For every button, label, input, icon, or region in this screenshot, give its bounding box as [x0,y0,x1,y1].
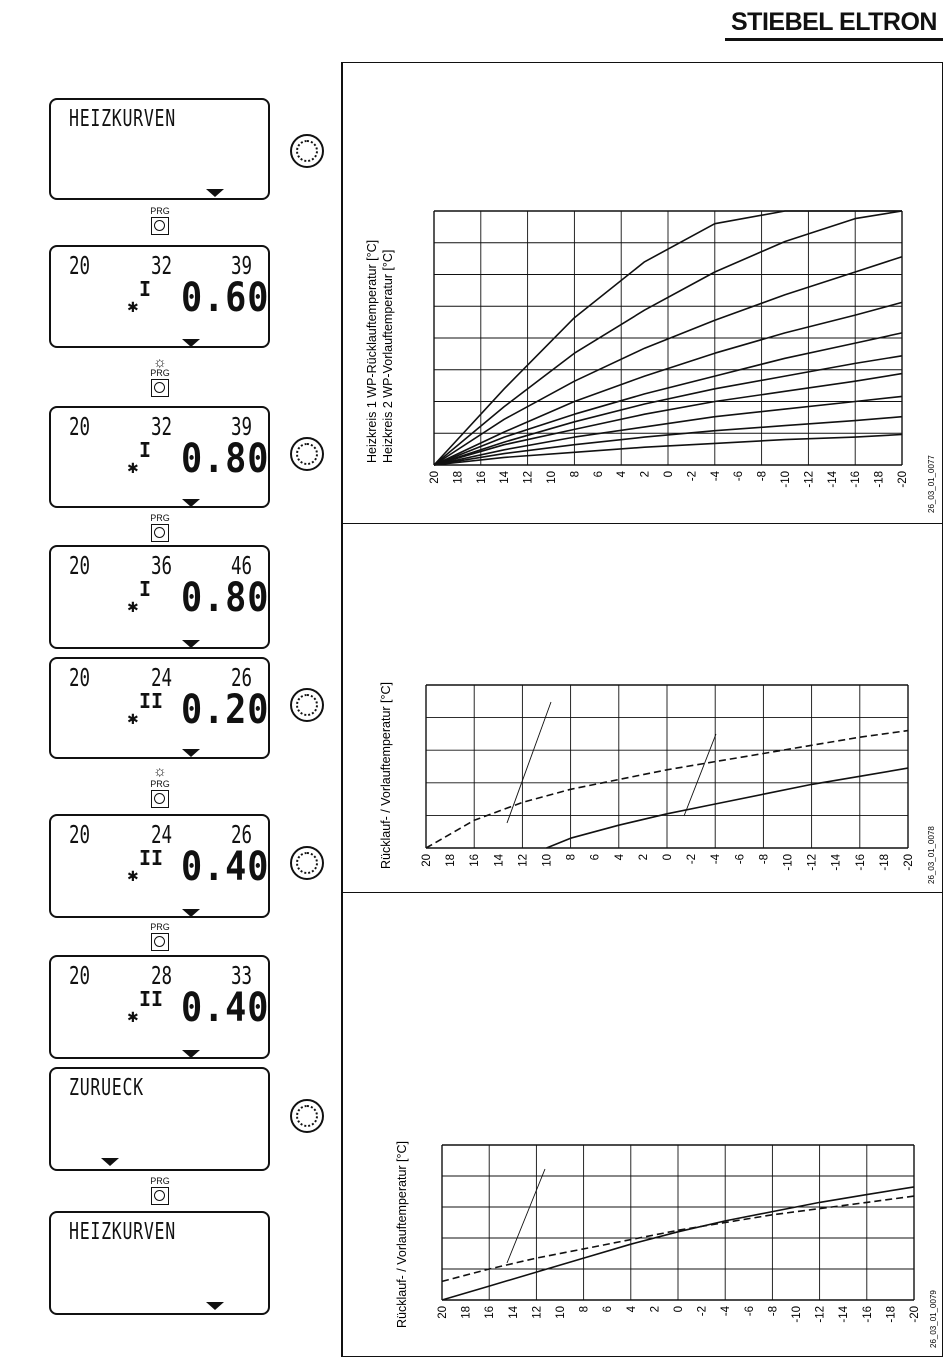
x-tick-label: -4 [710,854,723,865]
x-tick-label: 8 [569,471,582,478]
x-tick-label: -18 [878,854,891,871]
lcd-value-a: 20 [69,412,91,441]
rotary-knob-icon[interactable] [290,437,324,471]
star-icon: ✱ [127,299,139,315]
prg-button[interactable]: PRG [149,206,171,235]
x-tick-label: -12 [806,854,819,871]
x-tick-label: -14 [838,1306,851,1323]
x-tick-label: 2 [649,1306,662,1313]
lcd-value-b: 32 [151,251,173,280]
lcd-display-5 [49,657,270,759]
x-tick-label: 8 [578,1306,591,1313]
star-icon: ✱ [127,868,139,884]
heating-curves-chart [344,63,942,523]
lcd-display-8 [49,1067,270,1171]
x-tick-label: -20 [903,854,915,871]
x-tick-label: -20 [909,1306,921,1323]
x-tick-label: 0 [673,1306,685,1313]
down-arrow-icon [182,1050,200,1058]
x-tick-label: -2 [696,1306,709,1317]
leader-line [507,1169,545,1263]
prg-button-icon [151,933,169,951]
x-tick-label: 2 [639,471,652,478]
x-tick-label: 0 [663,471,675,478]
x-tick-label: -8 [767,1306,780,1317]
prg-button[interactable]: PRG [149,922,171,951]
prg-button-icon [151,790,169,808]
x-tick-label: 16 [475,471,488,484]
lcd-value-b: 28 [151,961,173,990]
x-tick-label: 20 [421,854,433,867]
sun-icon: ☼ [153,354,167,371]
lcd-display-3 [49,406,270,508]
x-tick-label: 10 [546,471,558,484]
x-tick-label: 12 [517,854,530,867]
x-tick-label: -10 [791,1306,803,1323]
y-axis-label-2: Heizkreis 2 WP-Vorlauftemperatur [°C] [381,249,395,463]
brand-logo: STIEBEL ELTRON [725,6,943,41]
figure-code: 26_03_01_0079 [929,1290,938,1348]
lcd-main-value: 0.80 [181,575,270,621]
heating-circuit-mark: I [139,577,152,601]
leader-line [507,702,551,823]
down-arrow-icon [101,1158,119,1166]
x-tick-label: -20 [897,471,909,488]
figure-code: 26_03_01_0078 [927,826,936,884]
down-arrow-icon [182,640,200,648]
rotary-knob-icon[interactable] [290,1099,324,1133]
x-tick-label: -14 [826,471,839,488]
heating-circuit-mark: I [139,277,152,301]
x-tick-label: -16 [850,471,863,488]
heating-circuit-mark: II [139,846,164,870]
lcd-value-b: 24 [151,820,173,849]
lcd-value-b: 24 [151,663,173,692]
lcd-main-value: 0.80 [181,436,270,482]
x-tick-label: -8 [758,854,771,865]
x-tick-label: 4 [625,1306,638,1313]
x-tick-label: -10 [780,471,792,488]
lcd-text: HEIZKURVEN [69,1219,176,1245]
lcd-display-6 [49,814,270,918]
lcd-value-a: 20 [69,820,91,849]
x-tick-label: -4 [709,471,722,482]
x-tick-label: 14 [493,854,506,867]
lcd-text: ZURUECK [69,1075,144,1101]
lcd-display-9 [49,1211,270,1315]
x-tick-label: -6 [733,471,746,482]
heating-circuit-mark: II [139,689,164,713]
down-arrow-icon [206,189,224,197]
y-axis-label: Rücklauf- / Vorlauftemperatur [°C] [379,681,393,869]
down-arrow-icon [182,749,200,757]
lcd-main-value: 0.40 [181,985,270,1031]
down-arrow-icon [182,909,200,917]
x-tick-label: 4 [613,854,626,861]
prg-button-icon [151,379,169,397]
x-tick-label: -6 [734,854,747,865]
lcd-value-c: 39 [231,251,253,280]
x-tick-label: -18 [885,1306,898,1323]
lcd-display-2 [49,245,270,348]
x-tick-label: 6 [592,471,605,478]
prg-button[interactable]: PRG [149,779,171,808]
y-axis-label: Rücklauf- / Vorlauftemperatur [°C] [395,1140,409,1328]
rotary-knob-icon[interactable] [290,134,324,168]
lcd-value-a: 20 [69,961,91,990]
x-tick-label: -2 [686,854,699,865]
down-arrow-icon [206,1302,224,1310]
x-tick-label: 10 [555,1306,567,1319]
x-tick-label: 20 [429,471,441,484]
x-tick-label: 12 [531,1306,544,1319]
y-axis-label: Heizkreis 1 WP-Rücklauftemperatur [°C] [365,239,379,463]
lcd-value-c: 33 [231,961,253,990]
x-tick-label: -14 [830,854,843,871]
lcd-value-c: 26 [231,820,253,849]
x-tick-label: -12 [803,471,816,488]
x-tick-label: 0 [662,854,674,861]
x-tick-label: -10 [782,854,795,871]
return-flow-chart-2 [344,893,942,1356]
x-tick-label: -18 [873,471,886,488]
lcd-value-c: 26 [231,663,253,692]
prg-button[interactable]: PRG [149,368,171,397]
x-tick-label: 6 [589,854,602,861]
x-tick-label: -16 [861,1306,874,1323]
lcd-value-b: 36 [151,551,173,580]
x-tick-label: 18 [452,471,465,484]
lcd-value-c: 39 [231,412,253,441]
star-icon: ✱ [127,599,139,615]
x-tick-label: 18 [445,854,458,867]
x-tick-label: -6 [743,1306,756,1317]
prg-button-icon [151,524,169,542]
lcd-value-a: 20 [69,551,91,580]
figure-code: 26_03_01_0077 [927,455,936,513]
prg-button-icon [151,217,169,235]
x-tick-label: 2 [637,854,650,861]
x-tick-label: -4 [720,1306,733,1317]
lcd-value-a: 20 [69,251,91,280]
x-tick-label: 8 [565,854,578,861]
x-tick-label: 12 [522,471,535,484]
lcd-value-a: 20 [69,663,91,692]
x-tick-label: 16 [469,854,482,867]
heating-circuit-mark: I [139,438,152,462]
prg-button[interactable]: PRG [149,513,171,542]
rotary-knob-icon[interactable] [290,688,324,722]
x-tick-label: -12 [814,1306,827,1323]
prg-button-icon [151,1187,169,1205]
x-tick-label: 6 [602,1306,615,1313]
return-flow-chart-1 [344,524,942,892]
series-solid-curve [547,768,909,848]
x-tick-label: 10 [541,854,554,867]
down-arrow-icon [182,339,200,347]
x-tick-label: 18 [460,1306,473,1319]
x-tick-label: 14 [507,1306,520,1319]
lcd-value-b: 32 [151,412,173,441]
x-tick-label: 20 [437,1306,449,1319]
x-tick-label: 14 [499,471,512,484]
heating-circuit-mark: II [139,987,164,1011]
prg-button[interactable]: PRG [149,1176,171,1205]
star-icon: ✱ [127,711,139,727]
x-tick-label: 4 [616,471,629,478]
lcd-display-7 [49,955,270,1059]
x-tick-label: -8 [756,471,769,482]
x-tick-label: -2 [686,471,699,482]
down-arrow-icon [182,499,200,507]
leader-line [684,734,716,816]
lcd-main-value: 0.20 [181,687,270,733]
lcd-text: HEIZKURVEN [69,106,176,132]
star-icon: ✱ [127,1009,139,1025]
lcd-main-value: 0.40 [181,844,270,890]
x-tick-label: -16 [854,854,867,871]
x-tick-label: 16 [484,1306,497,1319]
sun-icon: ☼ [153,763,167,780]
star-icon: ✱ [127,460,139,476]
lcd-value-c: 46 [231,551,253,580]
lcd-main-value: 0.60 [181,275,270,321]
rotary-knob-icon[interactable] [290,846,324,880]
lcd-display-1 [49,98,270,200]
lcd-display-4 [49,545,270,649]
